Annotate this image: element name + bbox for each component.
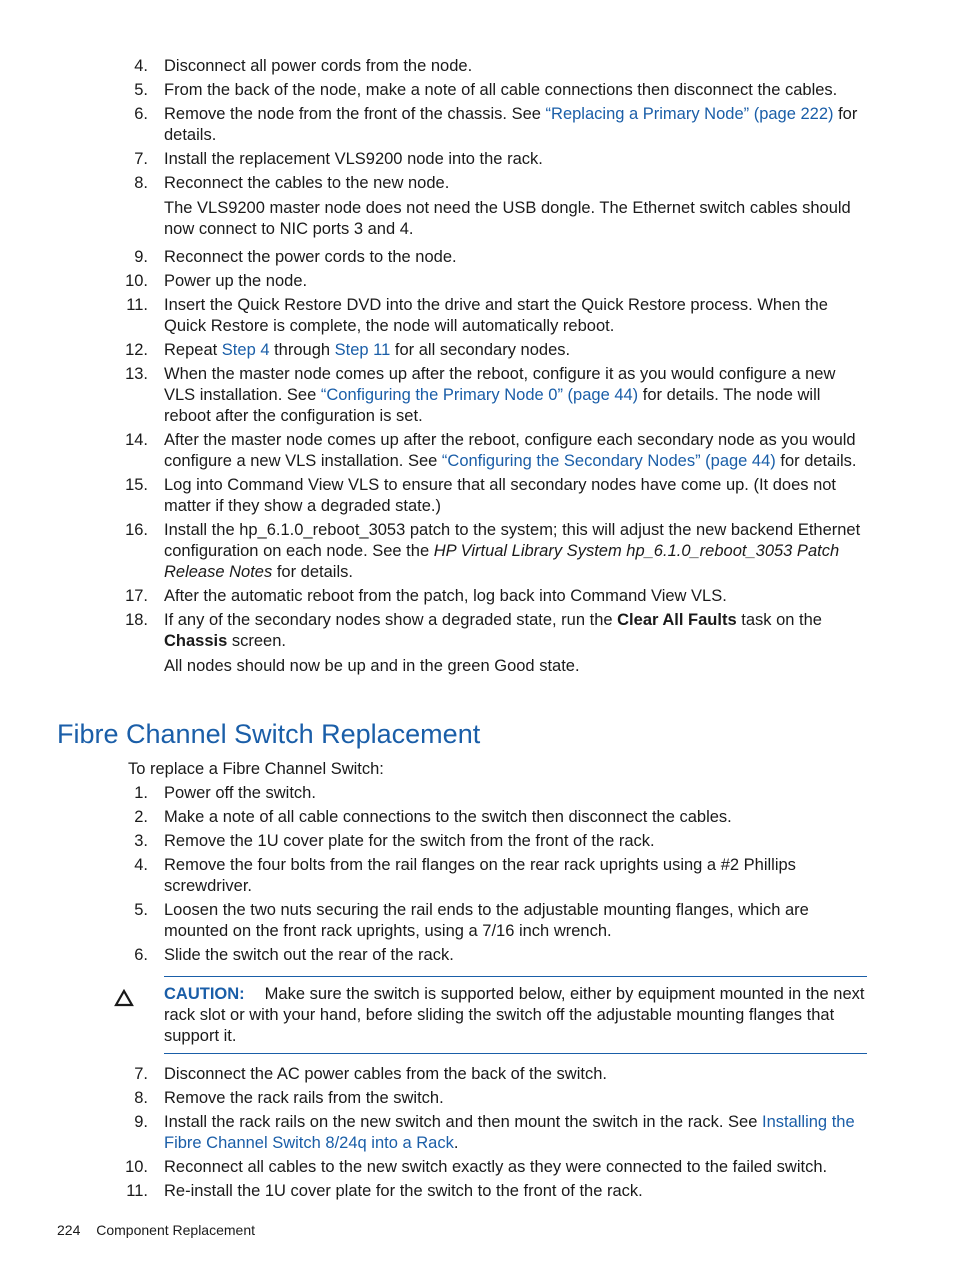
step-number: 17. xyxy=(125,587,148,605)
step-item xyxy=(0,149,870,170)
step-number: 1. xyxy=(134,784,148,802)
text-run: Install the rack rails on the new switch and then mount the switch in the rack. See xyxy=(164,1113,762,1131)
step-number: 6. xyxy=(134,946,148,964)
step-number: 8. xyxy=(134,1089,148,1107)
caution-bottom-rule xyxy=(164,1053,867,1054)
step-item xyxy=(0,364,870,427)
step-item xyxy=(0,56,870,77)
step-text xyxy=(164,81,837,99)
step-number: 2. xyxy=(134,808,148,826)
text-run: Reconnect all cables to the new switch exactly as they were connected to the failed switch. xyxy=(164,1158,828,1176)
step-number: 13. xyxy=(125,365,148,383)
step-item xyxy=(0,1157,870,1178)
page-number: 224 xyxy=(57,1222,81,1238)
step-text xyxy=(164,1089,444,1107)
caution-top-rule xyxy=(164,976,867,977)
text-run: Loosen the two nuts securing the rail ends to the adjustable mounting flanges, which are mounted on the front rack uprights, using a 7/16 inch wrench. xyxy=(164,901,809,940)
text-run: Make a note of all cable connections to the switch then disconnect the cables. xyxy=(164,808,732,826)
step-text xyxy=(164,341,570,359)
step-item xyxy=(0,104,870,146)
italic-text: HP Virtual Library System hp_6.1.0_reboot_3053 Patch Release Notes xyxy=(164,542,840,581)
text-run: for all secondary nodes. xyxy=(390,341,571,359)
step-text xyxy=(164,365,835,425)
caution-box xyxy=(0,976,954,1054)
bold-text: Clear All Faults xyxy=(617,611,737,629)
step-number: 10. xyxy=(125,1158,148,1176)
step-item xyxy=(0,520,870,583)
step-text xyxy=(164,1182,643,1200)
text-run: Remove the four bolts from the rail flanges on the rear rack uprights using a #2 Phillips screwdriver. xyxy=(164,856,796,895)
step-item xyxy=(0,1088,870,1109)
caution-label: CAUTION: xyxy=(164,985,245,1003)
text-run: for details. xyxy=(775,452,857,470)
cross-reference-link[interactable]: Step 4 xyxy=(221,341,270,359)
text-run: Log into Command View VLS to ensure that all secondary nodes have come up. (It does not matter if they show a degraded state.) xyxy=(164,476,837,515)
text-run: After the master node comes up after the reboot, configure each secondary node as you would configure a new VLS installation. See xyxy=(164,431,856,470)
text-run: Install the replacement VLS9200 node into the rack. xyxy=(164,150,543,168)
bold-text: Chassis xyxy=(164,632,228,650)
page-footer xyxy=(57,1222,255,1238)
step-item xyxy=(0,295,870,337)
step-item xyxy=(0,1112,870,1154)
caution-body: Make sure the switch is supported below, either by equipment mounted in the next rack slot or with your hand, before sliding the switch off the adjustable mounting flanges that support it. xyxy=(164,985,865,1045)
cross-reference-link[interactable]: “Configuring the Primary Node 0” (page 44) xyxy=(320,386,639,404)
steps-top-list xyxy=(0,56,870,684)
cross-reference-link[interactable]: “Configuring the Secondary Nodes” (page 44) xyxy=(441,452,776,470)
text-run: . xyxy=(453,1134,459,1152)
step-item xyxy=(0,783,870,804)
step-item xyxy=(0,900,870,942)
text-run: After the automatic reboot from the patch, log back into Command View VLS. xyxy=(164,587,727,605)
step-item xyxy=(0,247,870,268)
step-text xyxy=(164,105,857,144)
step-item xyxy=(0,340,870,361)
step-text xyxy=(164,150,543,168)
step-number: 4. xyxy=(134,57,148,75)
step-text xyxy=(164,901,809,940)
text-run: task on the xyxy=(736,611,822,629)
section-intro: To replace a Fibre Channel Switch: xyxy=(128,760,384,778)
step-text xyxy=(164,248,457,266)
step-number: 9. xyxy=(134,248,148,266)
step-number: 4. xyxy=(134,856,148,874)
step-text xyxy=(164,784,316,802)
step-number: 5. xyxy=(134,901,148,919)
step-number: 18. xyxy=(125,611,148,629)
step-note: The VLS9200 master node does not need the USB dongle. The Ethernet switch cables should now connect to NIC ports 3 and 4. xyxy=(164,199,851,238)
step-number: 16. xyxy=(125,521,148,539)
text-run: Remove the rack rails from the switch. xyxy=(164,1089,444,1107)
cross-reference-link[interactable]: Step 11 xyxy=(334,341,391,359)
cross-reference-link[interactable]: Installing the Fibre Channel Switch 8/24q into a Rack xyxy=(164,1113,855,1152)
step-text xyxy=(164,832,655,850)
text-run: screen. xyxy=(227,632,286,650)
step-item xyxy=(0,475,870,517)
caution-text xyxy=(164,984,870,1047)
step-text xyxy=(164,521,860,581)
step-number: 7. xyxy=(134,150,148,168)
text-run: Remove the 1U cover plate for the switch from the front of the rack. xyxy=(164,832,655,850)
step-text xyxy=(164,57,472,75)
text-run: Reconnect the power cords to the node. xyxy=(164,248,457,266)
text-run: Power up the node. xyxy=(164,272,308,290)
step-number: 10. xyxy=(125,272,148,290)
step-text xyxy=(164,1113,855,1152)
step-text xyxy=(164,1065,607,1083)
text-run: Insert the Quick Restore DVD into the drive and start the Quick Restore process. When the Quick Restore is complete, the node will automatically reboot. xyxy=(164,296,828,335)
step-item xyxy=(0,610,870,652)
step-number: 15. xyxy=(125,476,148,494)
step-text xyxy=(164,1158,827,1176)
step-item xyxy=(0,430,870,472)
step-number: 11. xyxy=(126,296,148,314)
step-item xyxy=(0,855,870,897)
step-number: 3. xyxy=(134,832,148,850)
step-text xyxy=(164,476,836,515)
step-text xyxy=(164,587,727,605)
step-text xyxy=(164,611,822,650)
text-run: Remove the node from the front of the chassis. See xyxy=(164,105,546,123)
step-number: 11. xyxy=(126,1182,148,1200)
step-number: 12. xyxy=(125,341,148,359)
step-note: All nodes should now be up and in the green Good state. xyxy=(164,657,580,675)
text-run: Disconnect the AC power cables from the back of the switch. xyxy=(164,1065,607,1083)
text-run: through xyxy=(269,341,335,359)
text-run: for details. xyxy=(272,563,353,581)
step-text xyxy=(164,174,449,192)
text-run: Install the hp_6.1.0_reboot_3053 patch to the system; this will adjust the new backend Ethernet configuration on each node. See the xyxy=(164,521,861,560)
step-text xyxy=(164,296,828,335)
step-text xyxy=(164,808,732,826)
text-run: If any of the secondary nodes show a degraded state, run the xyxy=(164,611,618,629)
step-item xyxy=(0,831,870,852)
step-text xyxy=(164,272,307,290)
cross-reference-link[interactable]: “Replacing a Primary Node” (page 222) xyxy=(545,105,834,123)
step-item xyxy=(0,807,870,828)
section-title: Fibre Channel Switch Replacement xyxy=(57,719,481,749)
step-text xyxy=(164,431,857,470)
text-run: Reconnect the cables to the new node. xyxy=(164,174,450,192)
step-number: 5. xyxy=(134,81,148,99)
step-item xyxy=(0,1064,870,1085)
step-item xyxy=(0,271,870,292)
text-run: From the back of the node, make a note of all cable connections then disconnect the cables. xyxy=(164,81,838,99)
step-number: 7. xyxy=(134,1065,148,1083)
text-run: When the master node comes up after the reboot, configure it as you would configure a new VLS installation. See xyxy=(164,365,836,404)
step-number: 6. xyxy=(134,105,148,123)
warning-triangle-icon xyxy=(114,989,134,1007)
text-run: Re-install the 1U cover plate for the switch to the front of the rack. xyxy=(164,1182,643,1200)
text-run: for details. The node will reboot after the configuration is set. xyxy=(164,386,821,425)
text-run: Slide the switch out the rear of the rack. xyxy=(164,946,454,964)
step-number: 8. xyxy=(134,174,148,192)
step-item xyxy=(0,586,870,607)
step-number: 9. xyxy=(134,1113,148,1131)
step-item xyxy=(0,945,870,966)
text-run: for details. xyxy=(164,105,858,144)
step-number: 14. xyxy=(125,431,148,449)
text-run: Disconnect all power cords from the node. xyxy=(164,57,473,75)
step-text xyxy=(164,856,796,895)
text-run: Repeat xyxy=(164,341,222,359)
footer-section: Component Replacement xyxy=(96,1222,256,1238)
steps-mid-list xyxy=(0,783,870,969)
step-item xyxy=(0,173,870,194)
steps-bottom-list xyxy=(0,1064,870,1205)
step-text xyxy=(164,946,454,964)
step-item xyxy=(0,1181,870,1202)
step-item xyxy=(0,80,870,101)
text-run: Power off the switch. xyxy=(164,784,316,802)
